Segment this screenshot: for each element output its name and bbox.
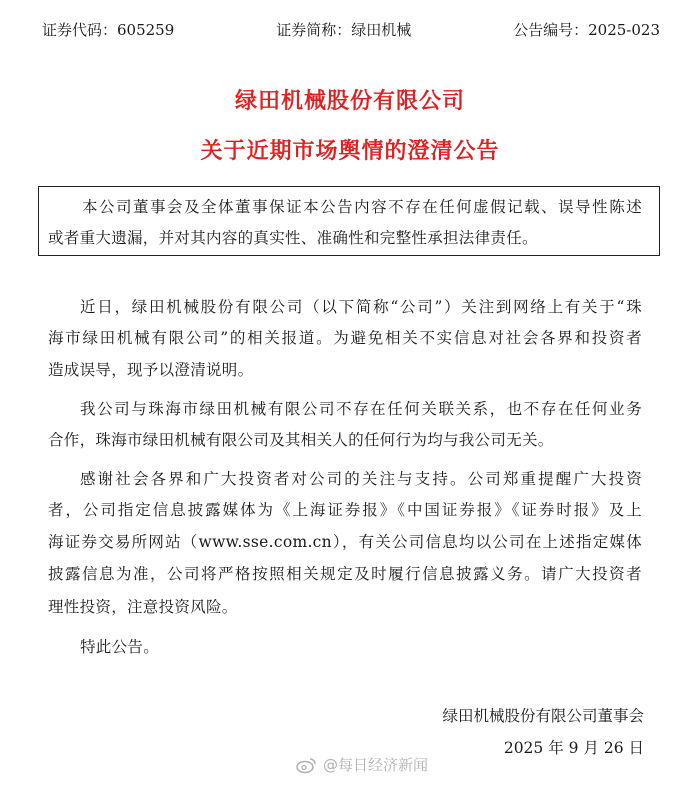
watermark-text: @每日经济新闻 xyxy=(323,756,429,774)
disclaimer-line-1: 本公司董事会及全体董事保证本公告内容不存在任何虚假记载、误导性陈述 xyxy=(82,198,642,216)
disclaimer-line-2: 或者重大遗漏，并对其内容的真实性、准确性和完整性承担法律责任。 xyxy=(48,229,538,247)
paragraph-2-line-1: 我公司与珠海市绿田机械有限公司不存在任何关联关系，也不存在任何业务 xyxy=(80,400,642,418)
paragraph-1-line-3: 造成误导，现予以澄清说明。 xyxy=(48,361,254,379)
document-header xyxy=(42,20,660,40)
announcement-title: 关于近期市场舆情的澄清公告 xyxy=(200,138,500,164)
paragraph-2-line-2: 合作，珠海市绿田机械有限公司及其相关人的任何行为均与我公司无关。 xyxy=(48,431,554,449)
paragraph-3-line-4: 披露信息为准，公司将严格按照相关规定及时履行信息披露义务。请广大投资者 xyxy=(48,565,642,583)
closing-remark: 特此公告。 xyxy=(80,638,160,656)
company-title: 绿田机械股份有限公司 xyxy=(234,88,465,114)
paragraph-1-line-2: 海市绿田机械有限公司”的相关报道。为避免相关不实信息对社会各界和投资者 xyxy=(48,329,642,347)
watermark xyxy=(295,754,428,775)
paragraph-3-line-5: 理性投资，注意投资风险。 xyxy=(48,598,238,616)
paragraph-3-line-3: 海证券交易所网站（www.sse.com.cn），有关公司信息均以公司在上述指定媒体 xyxy=(48,533,642,551)
stock-short-name: 证券简称：绿田机械 xyxy=(276,21,412,39)
paragraph-3-line-1: 感谢社会各界和广大投资者对公司的关注与支持。公司郑重提醒广大投资 xyxy=(80,470,642,488)
signature-date: 2025 年 9 月 26 日 xyxy=(503,739,644,757)
stock-code: 证券代码：605259 xyxy=(42,21,175,39)
paragraph-3-line-2: 者，公司指定信息披露媒体为《上海证券报》《中国证券报》《证券时报》及上 xyxy=(48,501,642,519)
paragraph-1-line-1: 近日，绿田机械股份有限公司（以下简称“公司”）关注到网络上有关于“珠 xyxy=(80,298,642,316)
signature-org: 绿田机械股份有限公司董事会 xyxy=(442,707,644,725)
weibo-logo-icon xyxy=(295,756,317,774)
announcement-number: 公告编号：2025-023 xyxy=(513,21,660,39)
